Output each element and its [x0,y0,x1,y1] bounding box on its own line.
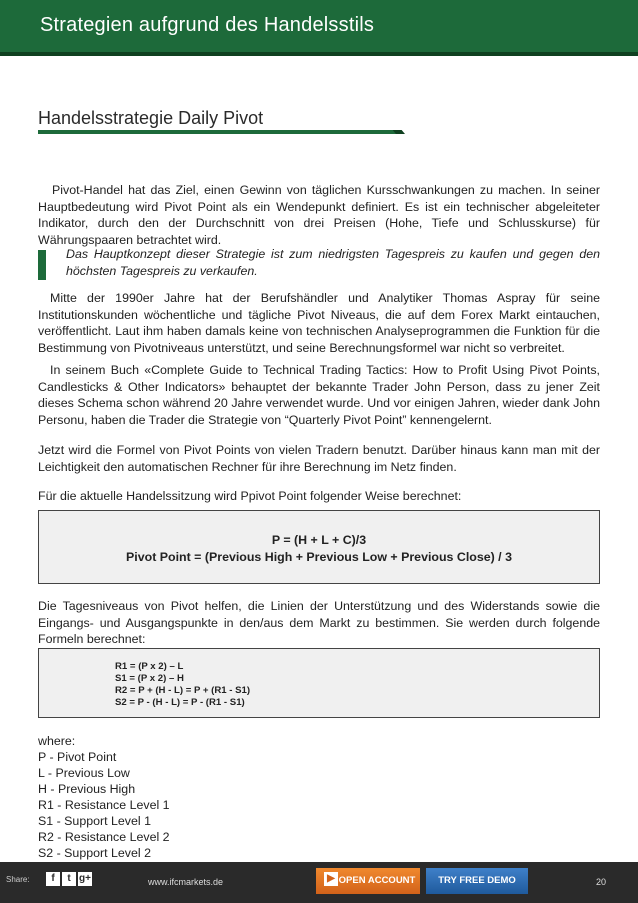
formula-line-2: Pivot Point = (Previous High + Previous Low + Previous Close) / 3 [126,550,512,564]
section-title: Handelsstrategie Daily Pivot [38,108,264,128]
legend-item: R2 - Resistance Level 2 [38,830,170,844]
try-free-demo-button[interactable]: TRY FREE DEMO [426,868,528,894]
share-label: Share: [6,875,30,884]
facebook-icon[interactable]: f [46,872,60,886]
page-footer [0,862,638,903]
legend-item: L - Previous Low [38,766,130,780]
google-plus-icon[interactable]: g+ [79,873,91,884]
website-link[interactable]: www.ifcmarkets.de [148,877,224,887]
legend-item: S2 - Support Level 2 [38,846,151,860]
legend-item: H - Previous High [38,782,136,796]
levels-box [38,648,600,718]
open-account-label: OPEN ACCOUNT [338,875,416,886]
quote-text: Das Hauptkonzept dieser Strategie ist zum niedrigsten Tagespreis zu kaufen und gegen den höchsten Tagespreis zu verkaufen. [66,247,600,278]
page-number: 20 [596,877,607,887]
legend-list [38,733,170,861]
paragraph-now: Jetzt wird die Formel von Pivot Points von vielen Tradern benutzt. Darüber hinaus kann man mit der Leichtigkeit den automatischen Rechner für ihre Berechnung im Netz finden. [38,443,600,474]
formula-line-1: P = (H + L + C)/3 [271,533,367,547]
formula-r2: R2 = P + (H - L) = P + (R1 - S1) [115,685,251,696]
formula-box [38,510,600,584]
arrow-right-icon: ▶ [324,872,338,886]
formula-r1: R1 = (P x 2) – L [115,661,184,672]
header-title: Strategien aufgrund des Handelsstils [40,14,375,36]
legend-item: P - Pivot Point [38,750,117,764]
paragraph-book: In seinem Buch «Complete Guide to Technical Trading Tactics: How to Profit Using Pivot Points, Candlesticks & Other Indicators» behauptet der bekannte Trader John Person, dass zu jener Zeit dieses Schema schon während 20 Jahre verwendet wurde. Und vor einigen Jahren, wieder dank John Personu, haben die Trader die Strategie von “Quarterly Pivot Point” kennengelernt. [38,363,600,427]
legend-item: S1 - Support Level 1 [38,814,151,828]
formula-s2: S2 = P - (H - L) = P - (R1 - S1) [115,697,245,708]
header-strip [0,52,638,56]
legend-item: R1 - Resistance Level 1 [38,798,170,812]
paragraph-calc-intro: Für die aktuelle Handelssitzung wird Ppivot Point folgender Weise berechnet: [38,489,462,503]
open-account-button[interactable] [316,868,420,894]
quote-bar [38,250,46,280]
twitter-icon[interactable]: t [62,872,76,886]
paragraph-intro: Pivot-Handel hat das Ziel, einen Gewinn von täglichen Kursschwankungen zu machen. In seiner Hauptbedeutung wird Pivot Point als ein Wendepunkt definiert. Es ist ein technischer abgeleiteter Indikator, durch den der Durchschnitt von drei Preisen (Hohe, Tiefe und Schlusskurse) für Währungspaaren betrachtet wird. [38,183,600,247]
paragraph-history: Mitte der 1990er Jahre hat der Berufshändler und Analytiker Thomas Aspray für seine Institutionskunden wöchentliche und tägliche Pivot Niveaus, die auf dem Forex Markt eintauchen, veröffentlicht. Laut ihm haben damals keine von technischen Analyseprogrammen die Funktion für die Bestimmung von Pivotniveaus unterstützt, und seine Berechnungsformel war nicht so verbreitet. [38,291,600,355]
legend-heading: where: [38,734,76,748]
paragraph-levels-intro: Die Tagesniveaus von Pivot helfen, die Linien der Unterstützung und des Widerstands sowie die Eingangs- und Ausgangspunkte in den/aus dem Markt zu bestimmen. Sie werden durch folgende Formeln berechnet: [38,599,600,646]
formula-s1: S1 = (P x 2) – H [115,673,184,684]
section-underline [38,130,400,134]
page-header [0,0,638,52]
